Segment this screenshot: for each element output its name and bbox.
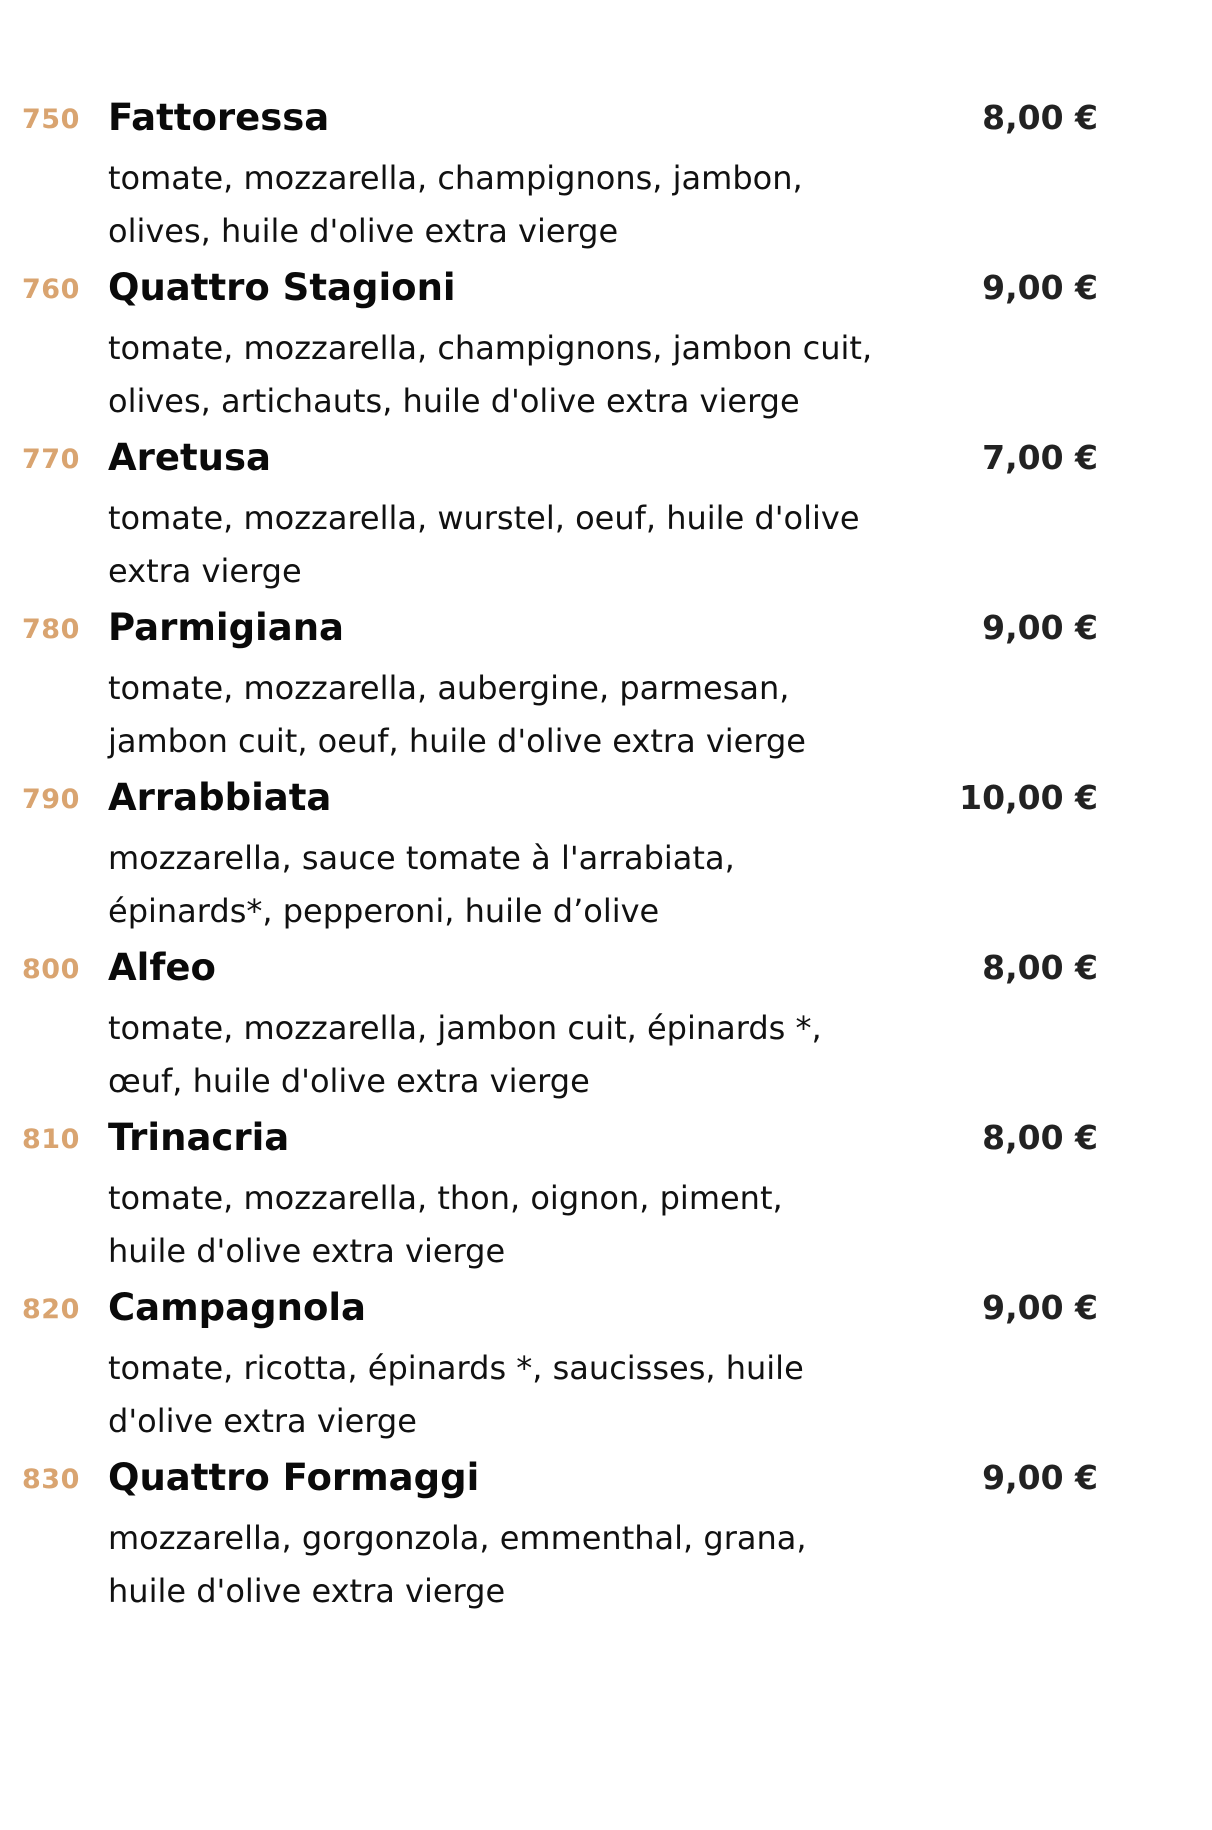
item-name: Fattoressa bbox=[108, 96, 330, 139]
description-line: tomate, mozzarella, aubergine, parmesan, bbox=[108, 669, 790, 707]
item-description bbox=[108, 832, 968, 938]
item-name: Aretusa bbox=[108, 436, 271, 479]
description-line: mozzarella, gorgonzola, emmenthal, grana, bbox=[108, 1519, 807, 1557]
item-code: 810 bbox=[22, 1124, 80, 1155]
menu-item bbox=[0, 92, 1212, 262]
description-line: œuf, huile d'olive extra vierge bbox=[108, 1062, 590, 1100]
menu-item bbox=[0, 262, 1212, 432]
description-line: tomate, mozzarella, thon, oignon, piment, bbox=[108, 1179, 783, 1217]
description-line: tomate, mozzarella, champignons, jambon, bbox=[108, 159, 803, 197]
item-name: Quattro Stagioni bbox=[108, 266, 456, 309]
description-line: extra vierge bbox=[108, 552, 302, 590]
description-line: tomate, ricotta, épinards *, saucisses, huile bbox=[108, 1349, 804, 1387]
menu-item bbox=[0, 432, 1212, 602]
item-code: 820 bbox=[22, 1294, 80, 1325]
item-code: 760 bbox=[22, 274, 80, 305]
item-code: 750 bbox=[22, 104, 80, 135]
item-price: 9,00 € bbox=[982, 1288, 1098, 1327]
description-line: tomate, mozzarella, wurstel, oeuf, huile d'olive bbox=[108, 499, 860, 537]
description-line: olives, artichauts, huile d'olive extra vierge bbox=[108, 382, 800, 420]
description-line: tomate, mozzarella, jambon cuit, épinards *, bbox=[108, 1009, 822, 1047]
menu-item bbox=[0, 1452, 1212, 1622]
description-line: d'olive extra vierge bbox=[108, 1402, 417, 1440]
description-line: épinards*, pepperoni, huile d’olive bbox=[108, 892, 660, 930]
item-description bbox=[108, 1002, 968, 1108]
pizza-menu bbox=[0, 92, 1212, 1622]
menu-item bbox=[0, 772, 1212, 942]
item-name: Parmigiana bbox=[108, 606, 345, 649]
description-line: tomate, mozzarella, champignons, jambon cuit, bbox=[108, 329, 873, 367]
menu-item bbox=[0, 602, 1212, 772]
menu-item bbox=[0, 1112, 1212, 1282]
item-code: 770 bbox=[22, 444, 80, 475]
item-price: 10,00 € bbox=[959, 778, 1098, 817]
item-description bbox=[108, 152, 968, 258]
item-description bbox=[108, 662, 968, 768]
item-price: 8,00 € bbox=[982, 948, 1098, 987]
item-price: 9,00 € bbox=[982, 268, 1098, 307]
item-name: Campagnola bbox=[108, 1286, 367, 1329]
item-price: 7,00 € bbox=[982, 438, 1098, 477]
item-code: 790 bbox=[22, 784, 80, 815]
item-code: 780 bbox=[22, 614, 80, 645]
item-description bbox=[108, 1172, 968, 1278]
item-price: 8,00 € bbox=[982, 1118, 1098, 1157]
description-line: mozzarella, sauce tomate à l'arrabiata, bbox=[108, 839, 735, 877]
item-description bbox=[108, 1512, 968, 1618]
description-line: jambon cuit, oeuf, huile d'olive extra vierge bbox=[108, 722, 806, 760]
item-code: 800 bbox=[22, 954, 80, 985]
item-code: 830 bbox=[22, 1464, 80, 1495]
description-line: huile d'olive extra vierge bbox=[108, 1572, 506, 1610]
item-name: Trinacria bbox=[108, 1116, 290, 1159]
item-price: 9,00 € bbox=[982, 1458, 1098, 1497]
item-price: 8,00 € bbox=[982, 98, 1098, 137]
item-description bbox=[108, 1342, 968, 1448]
item-name: Arrabbiata bbox=[108, 776, 332, 819]
menu-item bbox=[0, 1282, 1212, 1452]
item-name: Alfeo bbox=[108, 946, 216, 989]
description-line: olives, huile d'olive extra vierge bbox=[108, 212, 619, 250]
description-line: huile d'olive extra vierge bbox=[108, 1232, 506, 1270]
item-description bbox=[108, 322, 968, 428]
item-description bbox=[108, 492, 968, 598]
item-price: 9,00 € bbox=[982, 608, 1098, 647]
item-name: Quattro Formaggi bbox=[108, 1456, 480, 1499]
menu-item bbox=[0, 942, 1212, 1112]
